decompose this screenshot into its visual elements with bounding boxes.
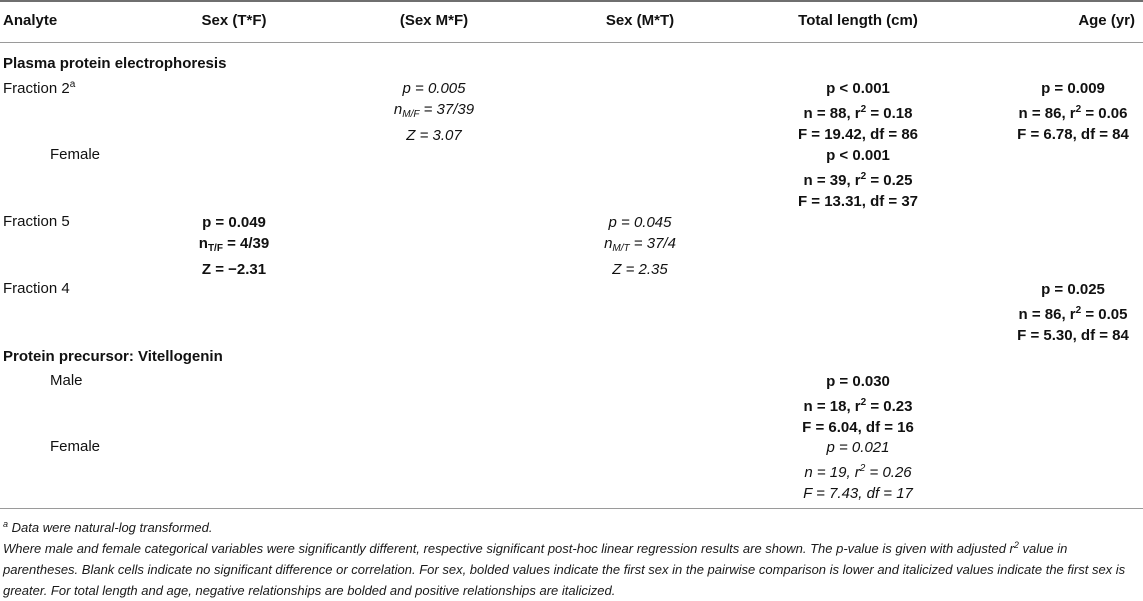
row-label-fraction-2: Fraction 2$^a$ (3, 79, 76, 97)
header-sex-tf: Sex (T*F) (201, 12, 267, 29)
header-rule (0, 42, 1143, 43)
section-plasma-protein: Plasma protein electrophoresis (3, 55, 227, 72)
cell-fraction2-age: p = 0.009 n = 86, $r^2 = 0.06$ F = 6.78, df = 84 (1017, 80, 1129, 143)
cell-fraction5-sex-mt: p = 0.045 $n_{M/T} = 37/4$ Z = 2.35 (604, 214, 676, 278)
cell-fraction5-sex-tf: p = 0.049 $n_{T/F} = 4/39$ Z = −2.31 (198, 214, 270, 278)
header-age: Age (yr) (1078, 12, 1135, 29)
header-analyte: Analyte (3, 12, 58, 29)
row-label-fraction-4: Fraction 4 (3, 280, 70, 297)
row-label-vtg-female: Female (50, 438, 101, 455)
table-bottom-rule (0, 508, 1143, 509)
row-label-vtg-male: Male (50, 372, 83, 389)
cell-fraction4-age: p = 0.025 n = 86, $r^2 = 0.05$ F = 5.30, df = 84 (1017, 281, 1129, 344)
header-sex-mf: (Sex M*F) (399, 12, 469, 29)
cell-vtg-female-total-length: p = 0.021 n = 19, $r^2 = 0.26$ F = 7.43, df = 17 (803, 439, 913, 502)
header-total-length: Total length (cm) (798, 12, 918, 29)
footnote-a: $^a$ Data were natural-log transformed. (3, 519, 213, 535)
cell-vtg-male-total-length: p = 0.030 n = 18, $r^2 = 0.23$ F = 6.04, df = 16 (802, 373, 914, 436)
cell-fraction2-female-total-length: p < 0.001 n = 39, $r^2 = 0.25$ F = 13.31, df = 37 (797, 147, 919, 210)
table-top-rule (0, 0, 1143, 2)
row-label-fraction-5: Fraction 5 (3, 213, 70, 230)
footnote-general: Where male and female categorical variables were significantly different, respective significant post-hoc linear regression results are shown. The p-value is given with adjusted $r^2$ value in parentheses. Blank cells indicate no significant difference or correlation. For sex, bolded values indicate the first sex in the pairwise comparison is lower and italicized values indicate the first sex is greater. For total length and age, negative relationships are bolded and positive relationships are italicized. (3, 540, 1126, 598)
row-label-fraction2-female: Female (50, 146, 101, 163)
cell-fraction2-total-length: p < 0.001 n = 88, $r^2 = 0.18$ F = 19.42, df = 86 (797, 80, 919, 143)
cell-fraction2-sex-mf: p = 0.005 $n_{M/F} = 37/39$ Z = 3.07 (393, 80, 475, 144)
header-sex-mt: Sex (M*T) (605, 12, 675, 29)
section-vitellogenin: Protein precursor: Vitellogenin (3, 348, 223, 365)
